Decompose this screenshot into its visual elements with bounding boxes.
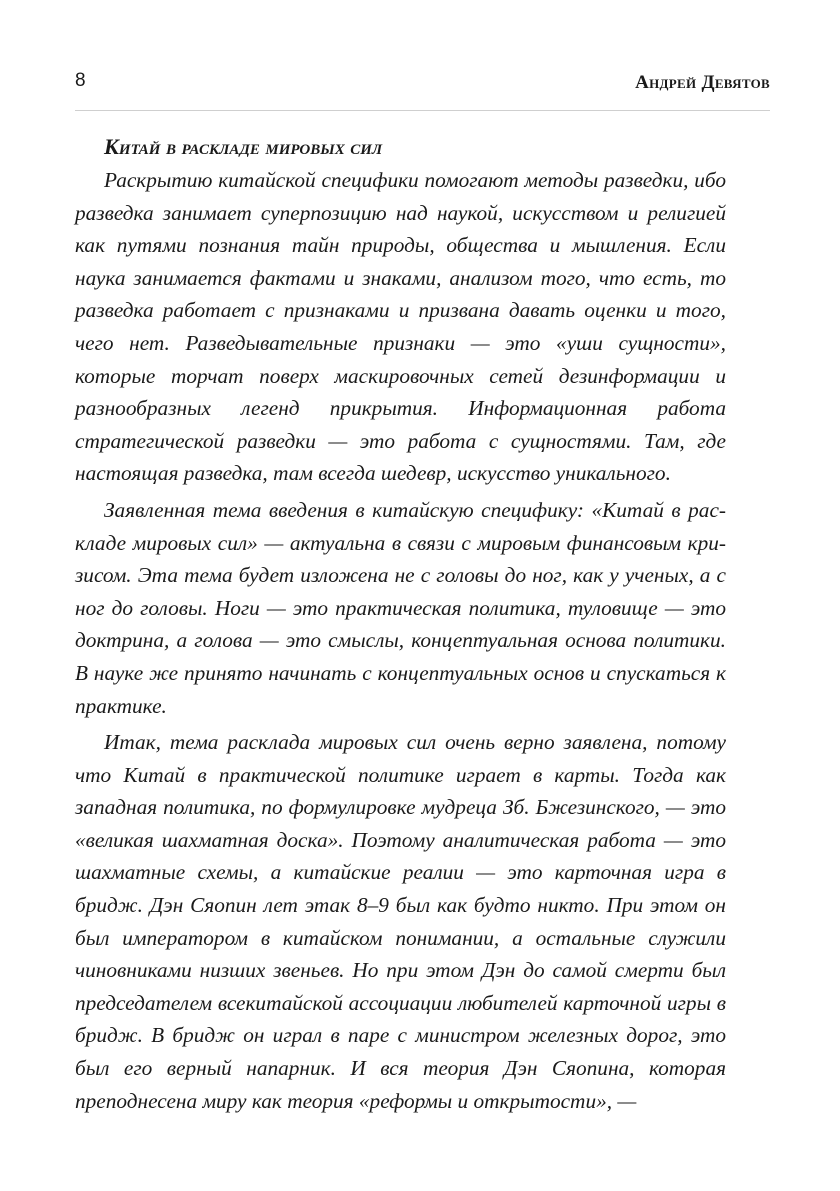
page-number: 8 [75, 70, 86, 91]
paragraph: Заявленная тема введения в китайскую специфику: «Китай в раскладе мировых сил» — актуальна в связи с мировым финансовым кризисом. Эта тема будет изложена не с головы до ног, как у ученых, а с ног до головы. Ноги — это практическая политика, туловище — это доктрина, а голова — это смыслы, концептуальная основа политики. В науке же принято начинать с концептуальных основ и спускаться к практике. [75, 497, 726, 718]
page-header [75, 68, 770, 111]
section-title: Китай в раскладе мировых сил [104, 134, 383, 159]
paragraph: Раскрытию китайской специфики помогают методы разведки, ибо разведка занимает суперпозицию над наукой, искусством и религией как путями познания тайн природы, общества и мышления. Если наука занимается фактами и знаками, анализом того, что есть, то разведка работает с признаками и призвана давать оценки и того, чего нет. Разведывательные признаки — это «уши сущности», которые торчат поверх маскировочных сетей дезинформации и разнообразных легенд прикрытия. Информационная работа стратегической разведки — это работа с сущностями. Там, где настоящая разведка, там всегда шедевр, искусство уникального. [75, 168, 726, 486]
page-body [75, 130, 726, 1117]
running-head-author: Андрей Девятов [635, 72, 770, 93]
paragraph: Итак, тема расклада мировых сил очень верно заявлена, потому что Китай в практической политике играет в карты. Тогда как западная политика, по формулировке мудреца Зб. Бжезинского, — это «великая шахматная доска». Поэтому аналитическая работа — это шахматные схемы, а китайские реалии — это карточная игра в бридж. Дэн Сяопин лет этак 8–9 был как будто никто. При этом он был императором в китайском понимании, а остальные служили чиновниками низших звеньев. Но при этом Дэн до самой смерти был председателем всекитайской ассоциации любителей карточной игры в бридж. В бридж он играл в паре с министром железных дорог, это был его верный напарник. И вся теория Дэн Сяопина, которая преподнесена миру как теория «реформы и открытости», — [75, 730, 726, 1113]
